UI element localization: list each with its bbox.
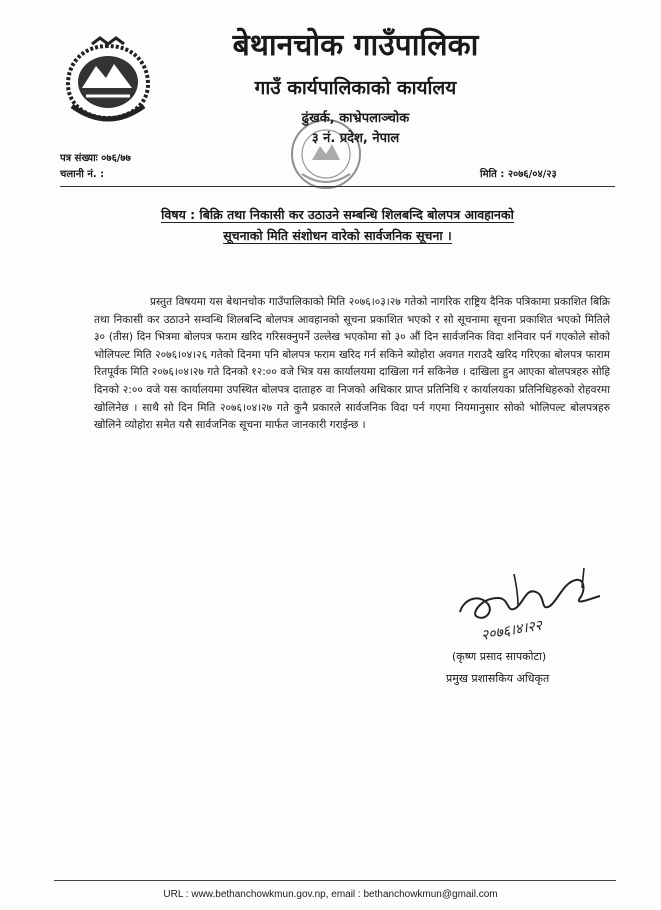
subject-line-2: सूचनाको मिति संशोधन वारेको सार्वजनिक सूचना ।	[223, 228, 452, 243]
handwritten-signature	[454, 568, 604, 650]
signatory-name: (कृष्ण प्रसाद सापकोटा)	[452, 650, 547, 663]
dispatch-number: चलानी नं. :	[60, 169, 105, 180]
office-subtitle: गाउँ कार्यपालिकाको कार्यालय	[254, 77, 457, 99]
header-divider	[60, 186, 615, 187]
letter-date: मिति : २०७६/०४/२३	[480, 169, 557, 180]
subject-block	[60, 204, 615, 246]
subject-line-1: विषय : बिक्रि तथा निकासी कर उठाउने सम्बन्धि शिलबन्दि बोलपत्र आवहानको	[161, 207, 514, 222]
signature-date: २०७६।४।२२	[479, 617, 544, 644]
nepal-emblem-icon	[62, 36, 154, 122]
footer-contact: URL : www.bethanchowkmun.gov.np, email : bethanchowkmun@gmail.com	[163, 889, 498, 900]
municipality-title: बेथानचोक गाउँपालिका	[232, 28, 479, 63]
notice-body: प्रस्तुत विषयमा यस बेथानचोक गाउँपालिकाको मिति २०७६।०३।२७ गतेको नागरिक राष्ट्रिय दैनिक पत्रिकामा प्रकाशित बिक्रि तथा निकासी कर उठाउने सम्वन्धि शिलबन्दि बोलपत्र आवहानको सूचना प्रकाशित भएको र सो सूचनामा सूचना प्रकाशित भएको मितिले ३० (तीस) दिन भित्रमा बोलपत्र फराम खरिद गरिसक्नुपर्ने उल्लेख भएकोमा सो ३० औं दिन सार्वजनिक विदा शनिवार पर्न गएकोले सोको भोलिपल्ट मिति २०७६।०४।२६ गतेको दिनमा पनि बोलपत्र फराम खरिद गर्न सकिने ब्योहोरा अवगत गराउदै खरिद गरिएका बोलपत्र फाराम रितपूर्वक मिति २०७६।०४।२७ गते दिनको १२:०० वजे भित्र यस कार्यालयमा दाखिला गर्न सकिनेछ । दाखिला हुन आएका बोलपत्रहरु सोहि दिनको २:०० वजे यस कार्यालयमा उपस्थित बोलपत्र दाताहरु वा निजको अधिकार प्राप्त प्रतिनिधि र कार्यालयका प्रतिनिधिहरुको रोहवरमा खोलिनेछ । साथै सो दिन मिति २०७६।०४।२७ गते कुनै प्रकारले सार्वजनिक विदा पर्न गएमा नियमानुसार सोको भोलिपल्ट बोलपत्रहरु खोलिने व्योहोरा समेत यसै सार्वजनिक सूचना मार्फत जानकारी गराईन्छ ।	[94, 296, 610, 432]
letter-number: पत्र संख्याः ०७६/७७	[60, 153, 131, 164]
footer-divider	[54, 880, 616, 881]
address-line-1: ढुंखर्क, काभ्रेपलाञ्चोक	[301, 111, 410, 126]
address-line-2: ३ नं. प्रदेश, नेपाल	[311, 131, 400, 146]
signatory-title: प्रमुख प्रशासकिय अधिकृत	[446, 672, 550, 685]
office-stamp-icon	[288, 116, 364, 192]
